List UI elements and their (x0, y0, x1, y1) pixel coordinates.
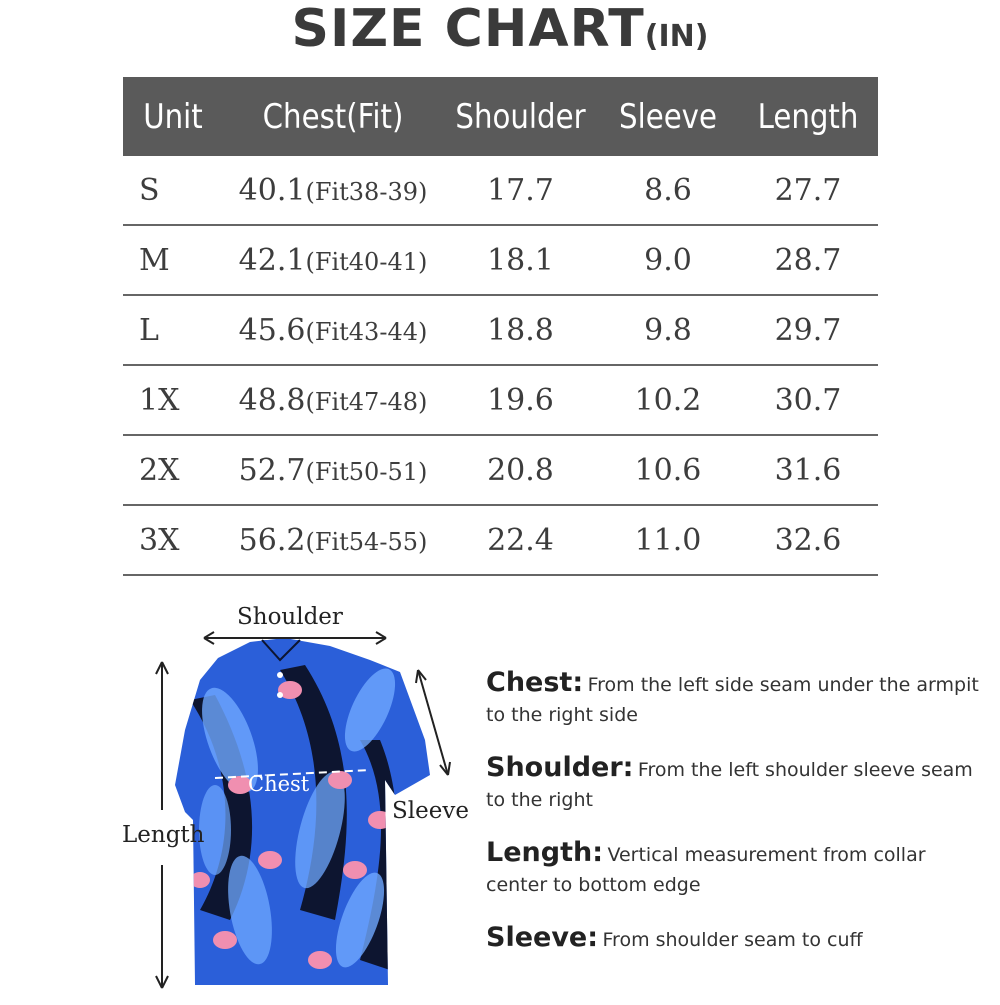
table-row (123, 156, 878, 226)
header-chest: Chest(Fit) (262, 96, 404, 137)
cell-length: 32.6 (774, 522, 842, 558)
table-row (123, 226, 878, 296)
cell-shoulder: 18.1 (487, 242, 554, 278)
cell-chest (223, 453, 443, 488)
chest-fit: (Fit40-41) (305, 247, 428, 276)
definition-sleeve: Sleeve: From shoulder seam to cuff (486, 922, 863, 953)
button (277, 672, 283, 678)
button (277, 692, 283, 698)
header-sleeve: Sleeve (619, 96, 717, 137)
definition-shoulder: Shoulder: From the left shoulder sleeve seam to the right (486, 752, 973, 811)
chest-value: 52.7 (238, 452, 306, 488)
table-row (123, 296, 878, 366)
cell-sleeve: 8.6 (644, 172, 692, 208)
shirt-illustration (0, 580, 480, 1000)
length-label: Length (122, 822, 205, 848)
chest-fit: (Fit50-51) (305, 457, 428, 486)
cell-length: 30.7 (774, 382, 842, 418)
cell-shoulder: 17.7 (487, 172, 554, 208)
cell-sleeve: 9.8 (644, 312, 692, 348)
header-unit: Unit (143, 96, 203, 137)
table-row (123, 506, 878, 576)
title-main: SIZE CHART (291, 0, 645, 59)
page-title (0, 0, 1000, 62)
cell-length: 31.6 (774, 452, 842, 488)
cell-length: 27.7 (774, 172, 842, 208)
cell-chest (223, 243, 443, 278)
definition-chest: Chest: From the left side seam under the armpit to the right side (486, 667, 979, 726)
cell-sleeve: 10.6 (634, 452, 702, 488)
table-body (123, 156, 878, 576)
title-unit: (IN) (644, 19, 709, 54)
table-row (123, 436, 878, 506)
cell-shoulder: 19.6 (487, 382, 554, 418)
cell-size: 1X (139, 382, 180, 418)
definition-length: Length: Vertical measurement from collar center to bottom edge (486, 837, 926, 896)
cell-shoulder: 18.8 (487, 312, 554, 348)
measurement-definitions (486, 668, 986, 978)
cell-size: 3X (139, 522, 180, 558)
cell-chest (223, 383, 443, 418)
cell-size: L (139, 312, 159, 348)
chest-value: 40.1 (238, 172, 306, 208)
cell-length: 29.7 (774, 312, 842, 348)
cell-size: M (139, 242, 170, 278)
cell-sleeve: 11.0 (634, 522, 702, 558)
cell-chest (223, 313, 443, 348)
chest-fit: (Fit43-44) (305, 317, 428, 346)
cell-sleeve: 10.2 (634, 382, 702, 418)
cell-size: 2X (139, 452, 180, 488)
chest-fit: (Fit38-39) (305, 177, 428, 206)
table-row (123, 366, 878, 436)
cell-sleeve: 9.0 (644, 242, 692, 278)
size-table (123, 77, 878, 576)
cell-chest (223, 523, 443, 558)
chest-value: 45.6 (238, 312, 306, 348)
cell-size: S (139, 172, 160, 208)
cell-shoulder: 22.4 (487, 522, 554, 558)
chest-fit: (Fit54-55) (305, 527, 428, 556)
header-length: Length (757, 96, 859, 137)
chest-value: 42.1 (238, 242, 306, 278)
shoulder-label: Shoulder (237, 604, 343, 630)
cell-shoulder: 20.8 (487, 452, 554, 488)
cell-chest (223, 173, 443, 208)
shirt-diagram (0, 580, 480, 1000)
table-header (123, 77, 878, 156)
chest-label: Chest (248, 772, 310, 796)
chest-value: 48.8 (238, 382, 306, 418)
header-shoulder: Shoulder (455, 96, 586, 137)
cell-length: 28.7 (774, 242, 842, 278)
sleeve-label: Sleeve (392, 798, 469, 824)
chest-fit: (Fit47-48) (305, 387, 428, 416)
chest-value: 56.2 (238, 522, 306, 558)
